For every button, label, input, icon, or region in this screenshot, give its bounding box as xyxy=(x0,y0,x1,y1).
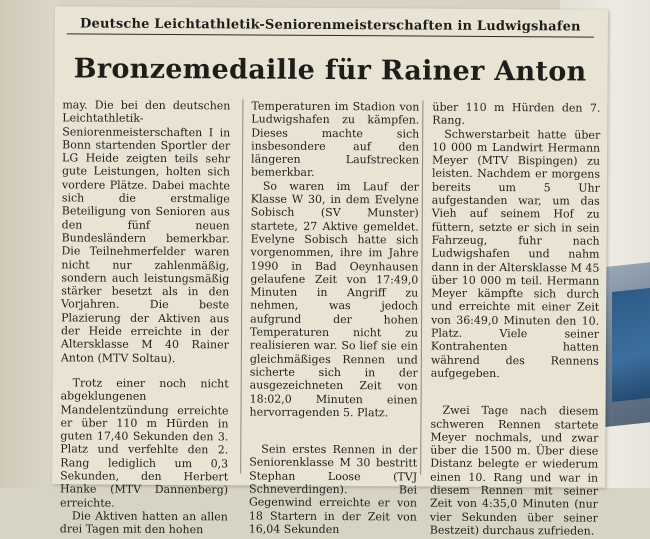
background-surface-left xyxy=(0,0,60,488)
article-kicker: Deutsche Leichtathletik-Seniorenmeisterschaften in Ludwigshafen xyxy=(67,16,594,37)
column-divider xyxy=(420,101,423,475)
article-paragraph: Temperaturen im Stadion von Ludwigshafen zu kämpfen. Dieses machte sich insbesondere auf den längeren Laufstrecken bemerkbar. xyxy=(250,99,420,180)
article-paragraph: Trotz einer noch nicht abgeklungenen Mandelentzündung erreichte er über 110 m Hürden in guten 17,40 Sekunden den 3. Platz und verfehlte den 2. Rang lediglich um 0,3 Sekunden, den Herbert Hanke (MTV Dannenberg) erreichte. xyxy=(59,376,229,510)
newspaper-clipping xyxy=(52,6,608,538)
article-paragraph: über 110 m Hürden den 7. Rang. xyxy=(432,100,601,128)
article-column-2 xyxy=(249,100,420,537)
article-paragraph: Zwei Tage nach diesem schweren Rennen startete Meyer nochmals, und zwar über die 1500 m. Über diese Distanz belegte er wiederum einen 10. Rang und war in diesem Rennen mit seiner Zeit von 4:35,0 Minuten (nur vier Sekunden über seiner Bestzeit) durchaus zufrieden. xyxy=(429,403,599,538)
background-device-screen xyxy=(612,288,650,402)
article-column-3 xyxy=(430,101,601,538)
article-paragraph: Sein erstes Rennen in der Seniorenklasse M 30 bestritt Stephan Loose (TVJ Schneverdingen). Bei Gegenwind erreichte er von 18 Startern in der Zeit von 16,04 Sekunden xyxy=(248,442,418,536)
article-paragraph: Schwerstarbeit hatte über 10 000 m Landwirt Hermann Meyer (MTV Bispingen) zu leisten. Nachdem er morgens bereits um 5 Uhr aufgestanden war, um das Vieh auf seinem Hof zu füttern, setzte er sich in sein Fahrzeug, fuhr nach Ludwigshafen und nahm dann in der Altersklasse M 45 über 10 000 m teil. Hermann Meyer kämpfte sich durch und erreichte mit einer Zeit von 36:49,0 Minuten den 10. Platz. Viele seiner Kontrahenten hatten während des Rennens aufgegeben. xyxy=(430,127,601,380)
column-divider xyxy=(240,99,243,473)
article-headline: Bronzemedaille für Rainer Anton xyxy=(73,53,587,88)
article-paragraph: Die Aktiven hatten an allen drei Tagen mit den hohen xyxy=(59,509,228,537)
article-paragraph: So waren im Lauf der Klasse W 30, in dem Evelyne Sobisch (SV Munster) startete, 27 Aktive gemeldet. Evelyne Sobisch hatte sich vorgenommen, ihre im Jahre 1990 in Bad Oeynhausen gelaufene Zeit von 17:49,0 Minuten in Angriff zu nehmen, was jedoch aufgrund der hohen Temperaturen nicht zu realisieren war. So lief sie ein gleichmäßiges Rennen und sicherte sich in der ausgezeichneten Zeit von 18:02,0 Minuten einen hervorragenden 5. Platz. xyxy=(249,179,419,420)
article-column-1 xyxy=(60,98,231,537)
article-paragraph: may. Die bei den deutschen Leichtathletik-Seniorenmeisterschaften I in Bonn startenden Sportler der LG Heide zeigten teils sehr gute Leistungen, holten sich vordere Plätze. Dabei machte sich die erstmalige Beteiligung von Senioren aus den fünf neuen Bundesländern bemerkbar. Die Teilnehmerfelder waren nicht nur zahlenmäßig, sondern auch leistungsmäßig stärker besetzt als in den Vorjahren. Die beste Plazierung der Aktiven aus der Heide erreichte in der Altersklasse M 40 Rainer Anton (MTV Soltau). xyxy=(60,98,231,365)
